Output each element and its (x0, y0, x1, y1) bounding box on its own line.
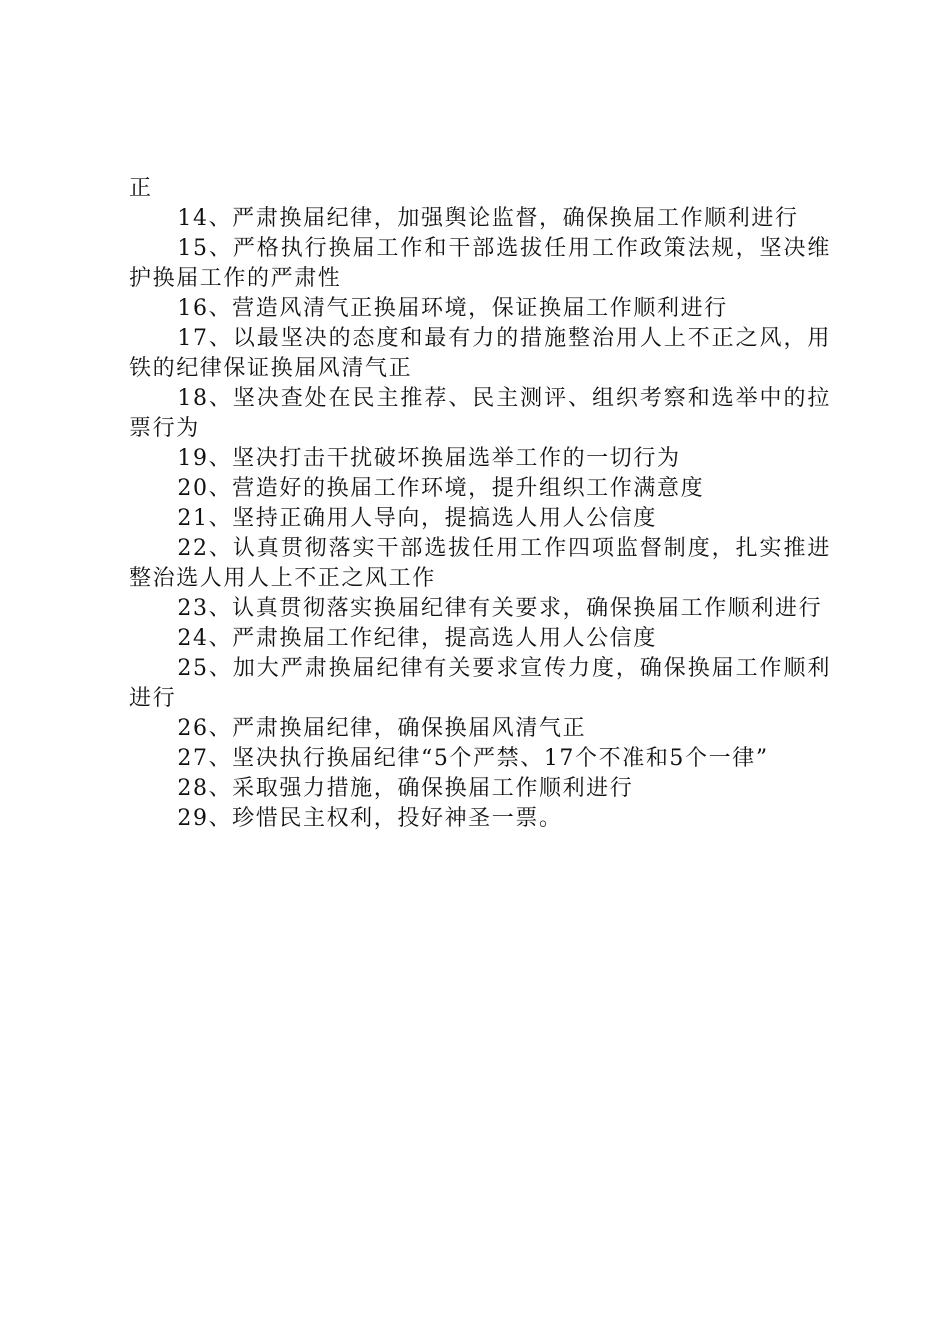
paragraph-continuation: 正 (129, 176, 153, 201)
paragraph-27: 27、坚决执行换届纪律“5个严禁、17个不准和5个一律” (177, 746, 769, 771)
paragraph-22: 22、认真贯彻落实干部选拔任用工作四项监督制度，扎实推进整治选人用人上不正之风工作 (129, 536, 831, 591)
paragraph-20: 20、营造好的换届工作环境，提升组织工作满意度 (177, 476, 705, 501)
paragraph-15: 15、严格执行换届工作和干部选拔任用工作政策法规，坚决维护换届工作的严肃性 (129, 236, 831, 291)
paragraph-26: 26、严肃换届纪律，确保换届风清气正 (177, 716, 587, 741)
paragraph-16: 16、营造风清气正换届环境，保证换届工作顺利进行 (177, 296, 728, 321)
paragraph-19: 19、坚决打击干扰破坏换届选举工作的一切行为 (177, 446, 681, 471)
paragraph-24: 24、严肃换届工作纪律，提高选人用人公信度 (177, 626, 657, 651)
paragraph-18: 18、坚决查处在民主推荐、民主测评、组织考察和选举中的拉票行为 (129, 386, 831, 441)
paragraph-21: 21、坚持正确用人导向，提搞选人用人公信度 (177, 506, 657, 531)
paragraph-14: 14、严肃换届纪律，加强舆论监督，确保换届工作顺利进行 (177, 206, 799, 231)
paragraph-29: 29、珍惜民主权利，投好神圣一票。 (177, 806, 563, 831)
paragraph-23: 23、认真贯彻落实换届纪律有关要求，确保换届工作顺利进行 (177, 596, 823, 621)
paragraph-17: 17、以最坚决的态度和最有力的措施整治用人上不正之风，用铁的纪律保证换届风清气正 (129, 326, 831, 381)
paragraph-28: 28、采取强力措施，确保换届工作顺利进行 (177, 776, 634, 801)
paragraph-25: 25、加大严肃换届纪律有关要求宣传力度，确保换届工作顺利进行 (129, 656, 831, 711)
document-body (129, 174, 831, 834)
